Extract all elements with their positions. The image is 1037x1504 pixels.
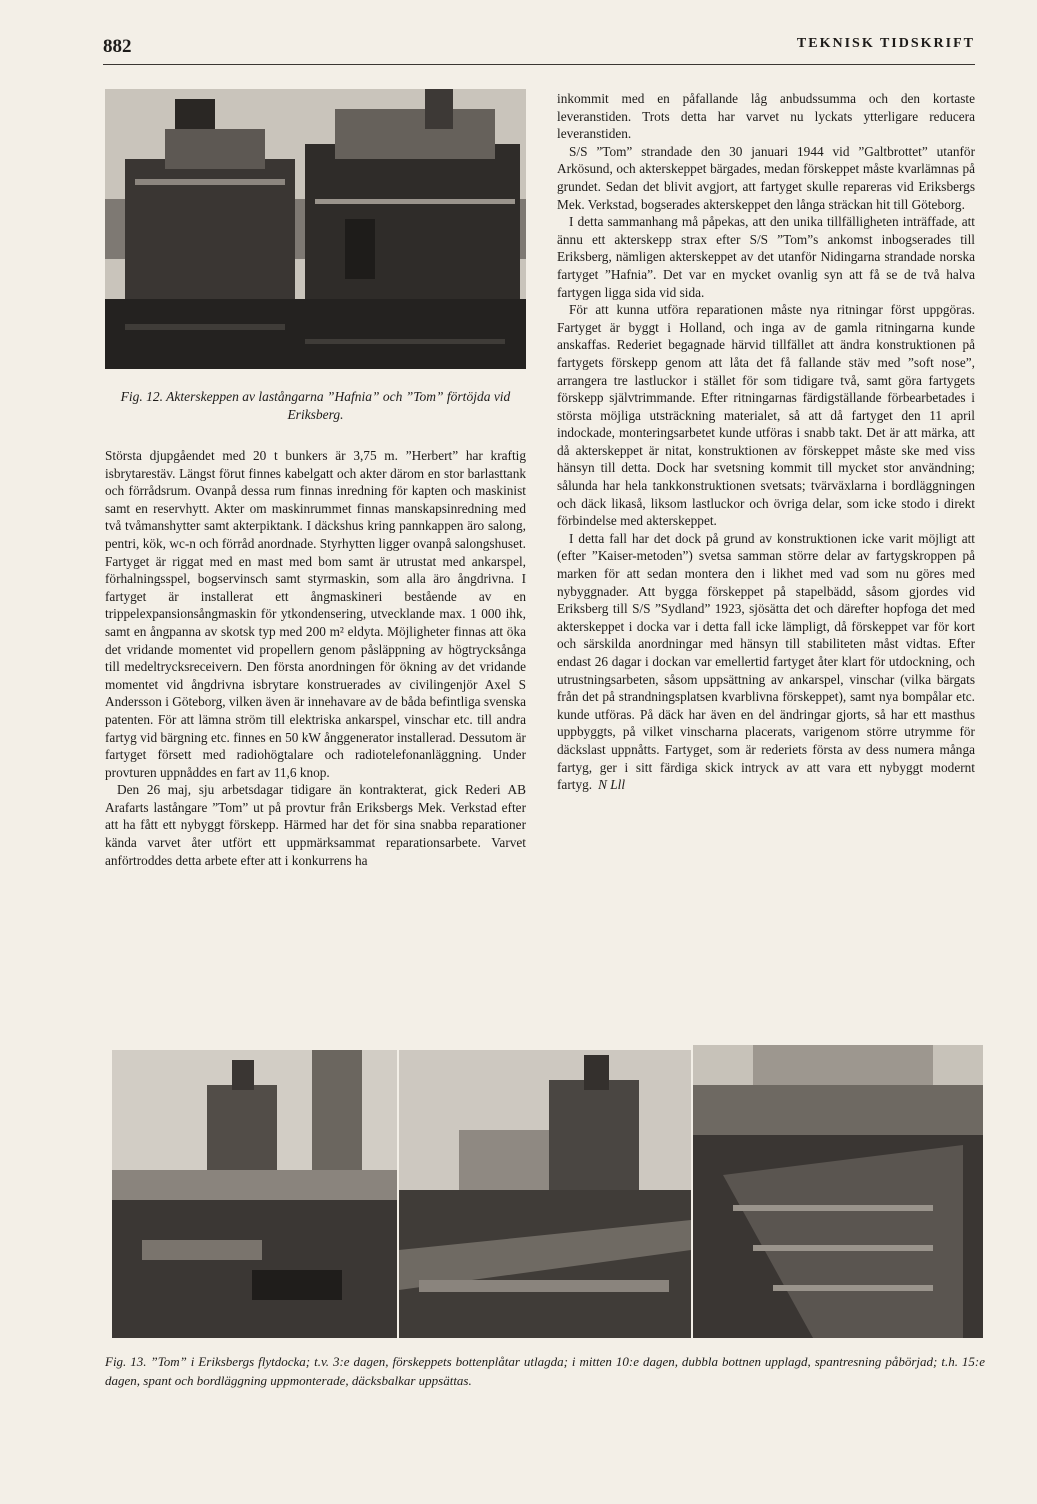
left-column xyxy=(105,447,526,869)
header-rule xyxy=(103,64,975,65)
paragraph xyxy=(557,530,975,794)
author-signature: N Lll xyxy=(598,777,626,793)
paragraph: S/S ”Tom” strandade den 30 januari 1944 vid ”Galtbrottet” utanför Arkösund, och akterskeppet bärgades, medan förskeppet måste kvarlämnas på grundet. Sedan det blivit avgjort, att fartyget skulle repareras vid Eriksbergs Mek. Verkstad, bogserades akterskeppet den långa sträckan hit till Göteborg. xyxy=(557,143,975,212)
journal-title: TEKNISK TIDSKRIFT xyxy=(796,36,975,51)
fig13-photo-day15 xyxy=(693,1045,983,1338)
paragraph: inkommit med en påfallande låg anbudssumma och den kortaste leveranstiden. Trots detta har varvet nu lyckats ytterligare reducera leveranstiden. xyxy=(557,91,975,142)
fig13-photo-day3 xyxy=(112,1050,397,1338)
fig12-photo-ship-sterns xyxy=(105,89,526,369)
page-number: 882 xyxy=(103,36,132,57)
paragraph-text: I detta fall har det dock på grund av konstruktionen icke varit möjligt att (efter ”Kaiser-metoden”) svetsa samman större delar av fartygskroppen på marken för att sedan montera den i likhet med vad som nu göres med nybyggnader. Att bygga förskeppet på stapelbädd, såsom gjordes vid Eriksberg till S/S ”Sydland” 1923, sjösätta det och därefter hopfoga det med akterskeppet i docka var i detta fall icke lämpligt, då förskeppet var för kort och särskilda anordningar med hänsyn till stabiliteten måst vidtas. Efter endast 26 dagar i dockan var emellertid fartyget åter klart för utdockning, och utrustningsarbeten, såsom uppsättning av ankarspel, vinschar (vilka bärgats från det på strandningsplatsen kvarblivna förskeppet), samt nya bompålar etc. kunde utföras. På däck har även en del ändringar gjorts, så har ett masthus uppbyggts, på vilket vinscharna placerats, varigenom större utrymme för däckslast uppnåtts. Fartyget, som är rederiets första av dess numera många fartyg, ger i sitt färdiga skick intryck av att vara ett nybyggt modernt fartyg. xyxy=(557,530,975,793)
fig13-photo-day10 xyxy=(399,1050,691,1338)
paragraph: I detta sammanhang må påpekas, att den unika tillfälligheten inträffade, att ännu ett akterskepp strax efter S/S ”Tom”s ankomst inbogserades till Eriksberg, nämligen akterskeppet av det utanför Nidingarna strandade norska fartyget ”Hafnia”. Det var en mycket ovanlig syn att få se de två halva fartygen ligga sida vid sida. xyxy=(557,214,975,300)
fig12-caption: Fig. 12. Akterskeppen av lastångarna ”Hafnia” och ”Tom” förtöjda vid Eriksberg. xyxy=(120,389,511,422)
paragraph: Största djupgåendet med 20 t bunkers är 3,75 m. ”Herbert” har kraftig isbrytarestäv. Längst förut finnes kabelgatt och akter därom en stor barlasttank och förrådsrum. Ovanpå dessa rum finnas inredning för kapten och maskinist samt en reservhytt. Akter om maskinrummet finnas manskapsinredning med två tvåmanshytter samt akterpiktank. I däckshus kring pannkappen äro salong, pentri, kök, wc-n och förråd anordnade. Styrhytten ligger ovanpå salongshuset. Fartyget är riggat med en mast med bom samt är utrustat med ankarspel, förhalningsspel, bogservinsch samt styrmaskin, som alla äro ångdrivna. I fartyget är installerat ett ångmaskineri bestående av en trippelexpansionsångmaskin för ytkondensering, utvecklande max. 1 000 ihk, samt en ångpanna av skotsk typ med 200 m² eldyta. Möjligheter finnas att öka det vridande momentet vid propellern genom påsläppning av högtrycksånga till medeltrycksreceivern. Den första anordningen för ökning av det vridande momentet vid ångdrivna isbrytare konstruerades av civilingenjör Axel S Andersson i Göteborg, vilken även är innehavare av de båda befintliga svenska patenten. För att lämna ström till elektriska ankarspel, vinschar etc. till andra fartyg vid bärgning etc. finnes en 50 kW ånggenerator installerad. Dessutom är fartyget försett med radiohögtalare och radiotelefonanläggning. Under provturen uppnåddes en fart av 11,6 knop. xyxy=(105,448,526,780)
fig13-caption: Fig. 13. ”Tom” i Eriksbergs flytdocka; t.v. 3:e dagen, förskeppets bottenplåtar utlagda; i mitten 10:e dagen, dubbla bottnen upplagd, spantresning påbörjad; t.h. 15:e dagen, spant och bordläggning uppmonterade, däcksbalkar uppsättas. xyxy=(105,1354,985,1388)
right-column xyxy=(557,90,975,794)
paragraph: Den 26 maj, sju arbetsdagar tidigare än kontrakterat, gick Rederi AB Arafarts lastångare ”Tom” ut på provtur från Eriksbergs Mek. Verkstad efter att ha fått ett nybyggt förskepp. Härmed har det för sina snabba reparationer kända varvet åter utfört ett uppmärksammat reparationsarbete. Varvet anförtroddes detta arbete efter att i konkurrens ha xyxy=(105,782,526,868)
paragraph: För att kunna utföra reparationen måste nya ritningar först uppgöras. Fartyget är byggt i Holland, och inga av de gamla ritningarna kunde anskaffas. Rederiet begagnade härvid tillfället att ändra konstruktionen på fartygets förskepp genom att låta det få fallande stäv med ”soft nose”, arrangera tre lastluckor i stället för som tidigare två, samt göra fartygets förskepp självtrimmande. Efter ritningarnas färdigställande förbearbetades i största möjliga utsträckning materialet, så att då fartyget den 11 april indockade, monteringsarbetet kunde utföras i snabb takt. Det är att märka, att då akterskeppet är nitat, konstruktionen av förskeppet måste ske med viss hänsyn till detta. Dock har svetsning kommit till mycket stor användning; sålunda har hela tankkonstruktionen svetsats; tvärväxlarna i bordläggningen och däck likaså, liksom lastluckor och övriga delar, som icke stodo i direkt förbindelse med akterskeppet. xyxy=(557,302,975,529)
